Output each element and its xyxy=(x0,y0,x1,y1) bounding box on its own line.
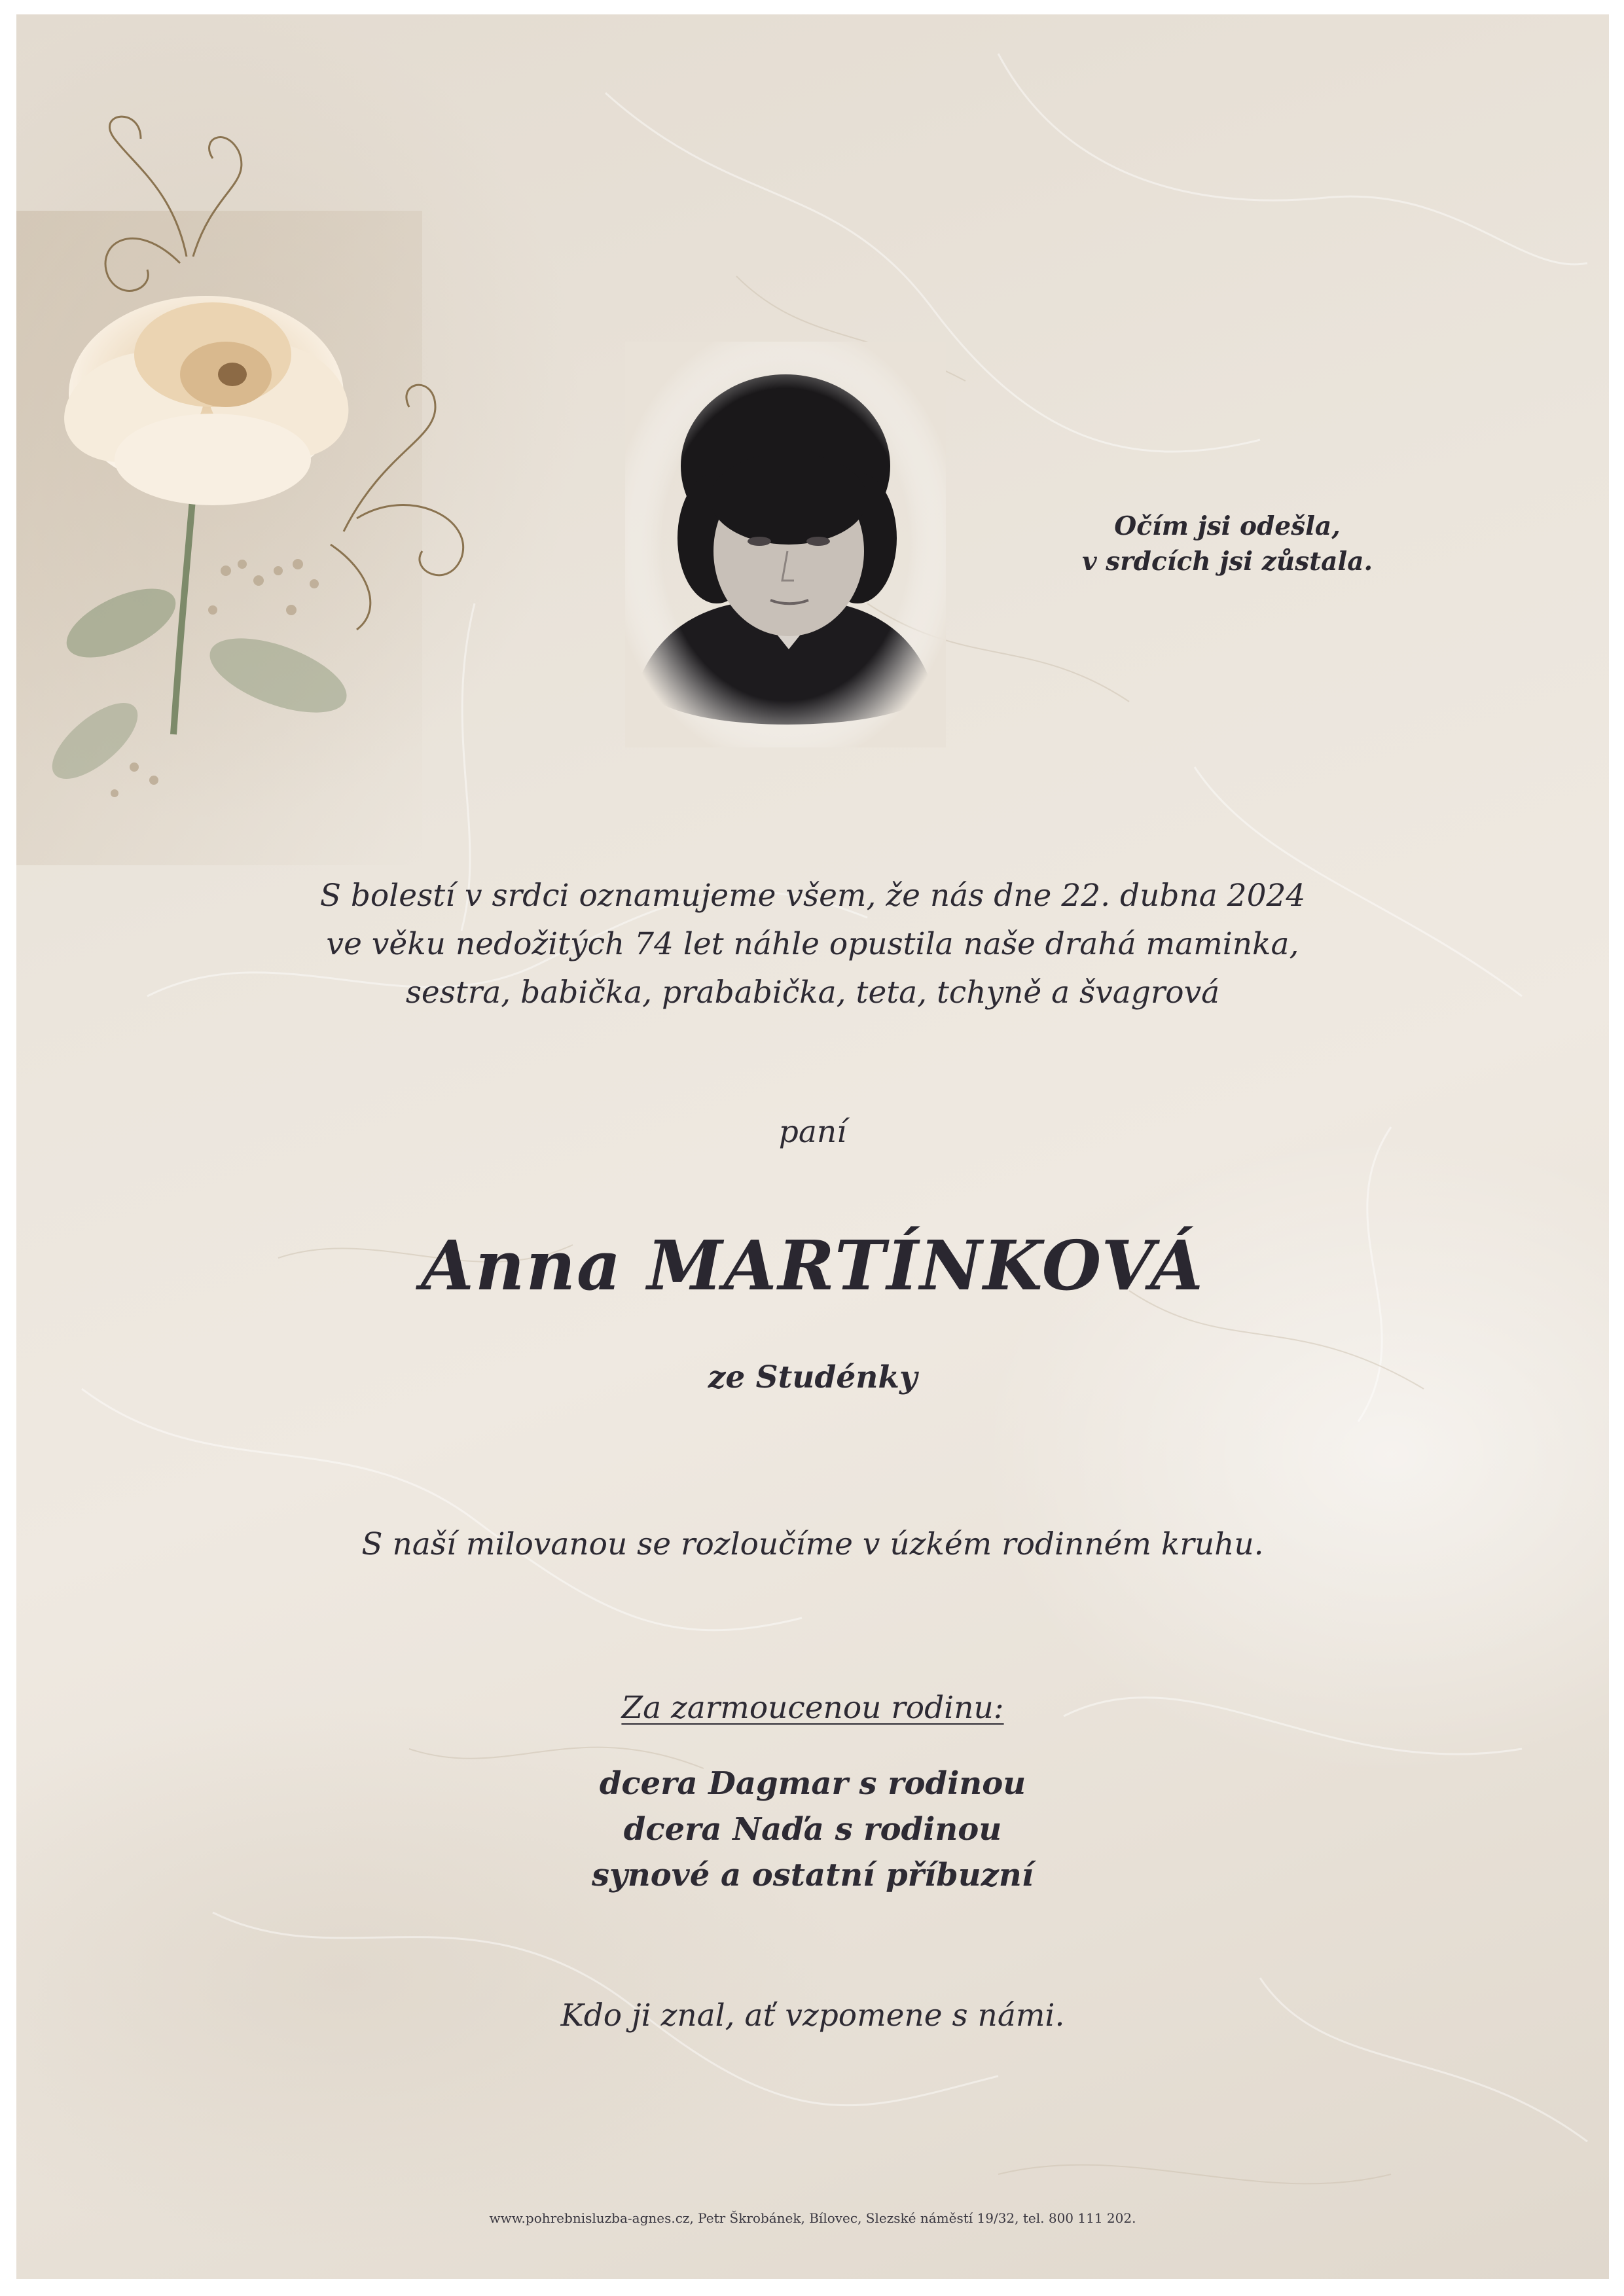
funeral-service-footer: www.pohrebnisluzba-agnes.cz, Petr Škrobánek, Bílovec, Slezské náměstí 19/32, tel. 800 111 202. xyxy=(489,2210,1136,2226)
announcement-line-3: sestra, babička, prababička, teta, tchyně a švagrová xyxy=(405,975,1220,1011)
announcement-line-2: ve věku nedožitých 74 let náhle opustila naše drahá maminka, xyxy=(326,926,1299,962)
obituary-sheet xyxy=(16,14,1609,2279)
family-members-list xyxy=(16,1761,1609,1898)
family-member: synové a ostatní příbuzní xyxy=(591,1857,1034,1893)
death-announcement xyxy=(16,872,1609,1017)
family-member: dcera Dagmar s rodinou xyxy=(599,1765,1026,1802)
rose-decoration xyxy=(16,113,488,898)
salutation: paní xyxy=(778,1114,847,1150)
family-member: dcera Naďa s rodinou xyxy=(623,1811,1002,1848)
quote-line-2: v srdcích jsi zůstala. xyxy=(1081,547,1373,577)
announcement-line-1: S bolestí v srdci oznamujeme všem, že nás dne 22. dubna 2024 xyxy=(319,878,1306,914)
quote-line-1: Očím jsi odešla, xyxy=(1114,511,1341,541)
deceased-name: Anna MARTÍNKOVÁ xyxy=(421,1225,1204,1306)
portrait-photo xyxy=(625,342,946,747)
memorial-quote xyxy=(1064,509,1391,579)
family-heading: Za zarmoucenou rodinu: xyxy=(621,1690,1004,1726)
closing-line: Kdo ji znal, ať vzpomene s námi. xyxy=(560,1998,1065,2034)
farewell-notice: S naší milovanou se rozloučíme v úzkém rodinném kruhu. xyxy=(361,1526,1264,1562)
deceased-origin: ze Studénky xyxy=(708,1359,918,1395)
